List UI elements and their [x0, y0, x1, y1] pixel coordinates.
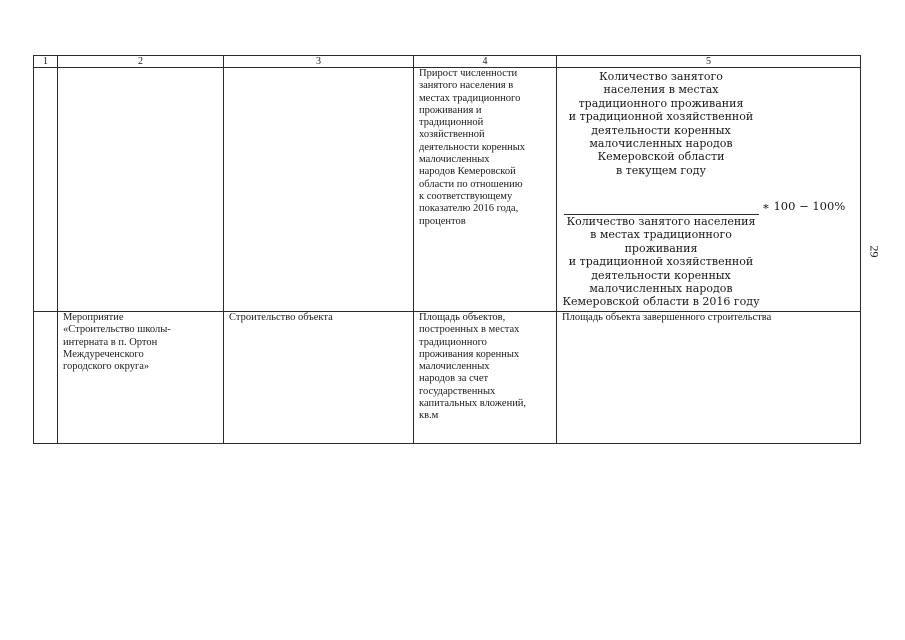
formula-denominator: Количество занятого населения в местах традиционного проживания и традиционной хозяйственной деятельности коренных малочисленных народов Кемеровской области в 2016 году — [562, 215, 760, 309]
row2-col1 — [34, 312, 58, 444]
table-row — [34, 68, 861, 312]
event-action: Строительство объекта — [224, 312, 414, 444]
header-col-2: 2 — [58, 56, 224, 68]
indicator-name: Площадь объектов, построенных в местах традиционного проживания коренных малочисленных народов за счет государственных капитальных вложений, кв.м — [414, 312, 557, 444]
calculation-formula-cell — [557, 68, 861, 312]
row1-col1 — [34, 68, 58, 312]
formula-multiplier: ∗ 100 − 100% — [762, 199, 846, 213]
header-col-3: 3 — [224, 56, 414, 68]
header-col-4: 4 — [414, 56, 557, 68]
page-number: 29 — [867, 245, 882, 258]
indicator-table — [33, 55, 861, 444]
calculation-method: Площадь объекта завершенного строительства — [557, 312, 861, 444]
row1-col2 — [58, 68, 224, 312]
row1-col3 — [224, 68, 414, 312]
calculation-formula — [557, 68, 860, 311]
header-col-5: 5 — [557, 56, 861, 68]
indicator-name: Прирост численности занятого населения в местах традиционного проживания и традиционной хозяйственной деятельности коренных малочисленных народов Кемеровской области по отношению к соответствующему показателю 2016 года, процентов — [414, 68, 557, 312]
table-row — [34, 312, 861, 444]
event-name: Мероприятие «Строительство школы- интерната в п. Ортон Междуреченского городского округа» — [58, 312, 224, 444]
header-col-1: 1 — [34, 56, 58, 68]
header-row — [34, 56, 861, 68]
formula-numerator: Количество занятого населения в местах традиционного проживания и традиционной хозяйственной деятельности коренных малочисленных народов Кемеровской области в текущем году — [568, 70, 754, 177]
